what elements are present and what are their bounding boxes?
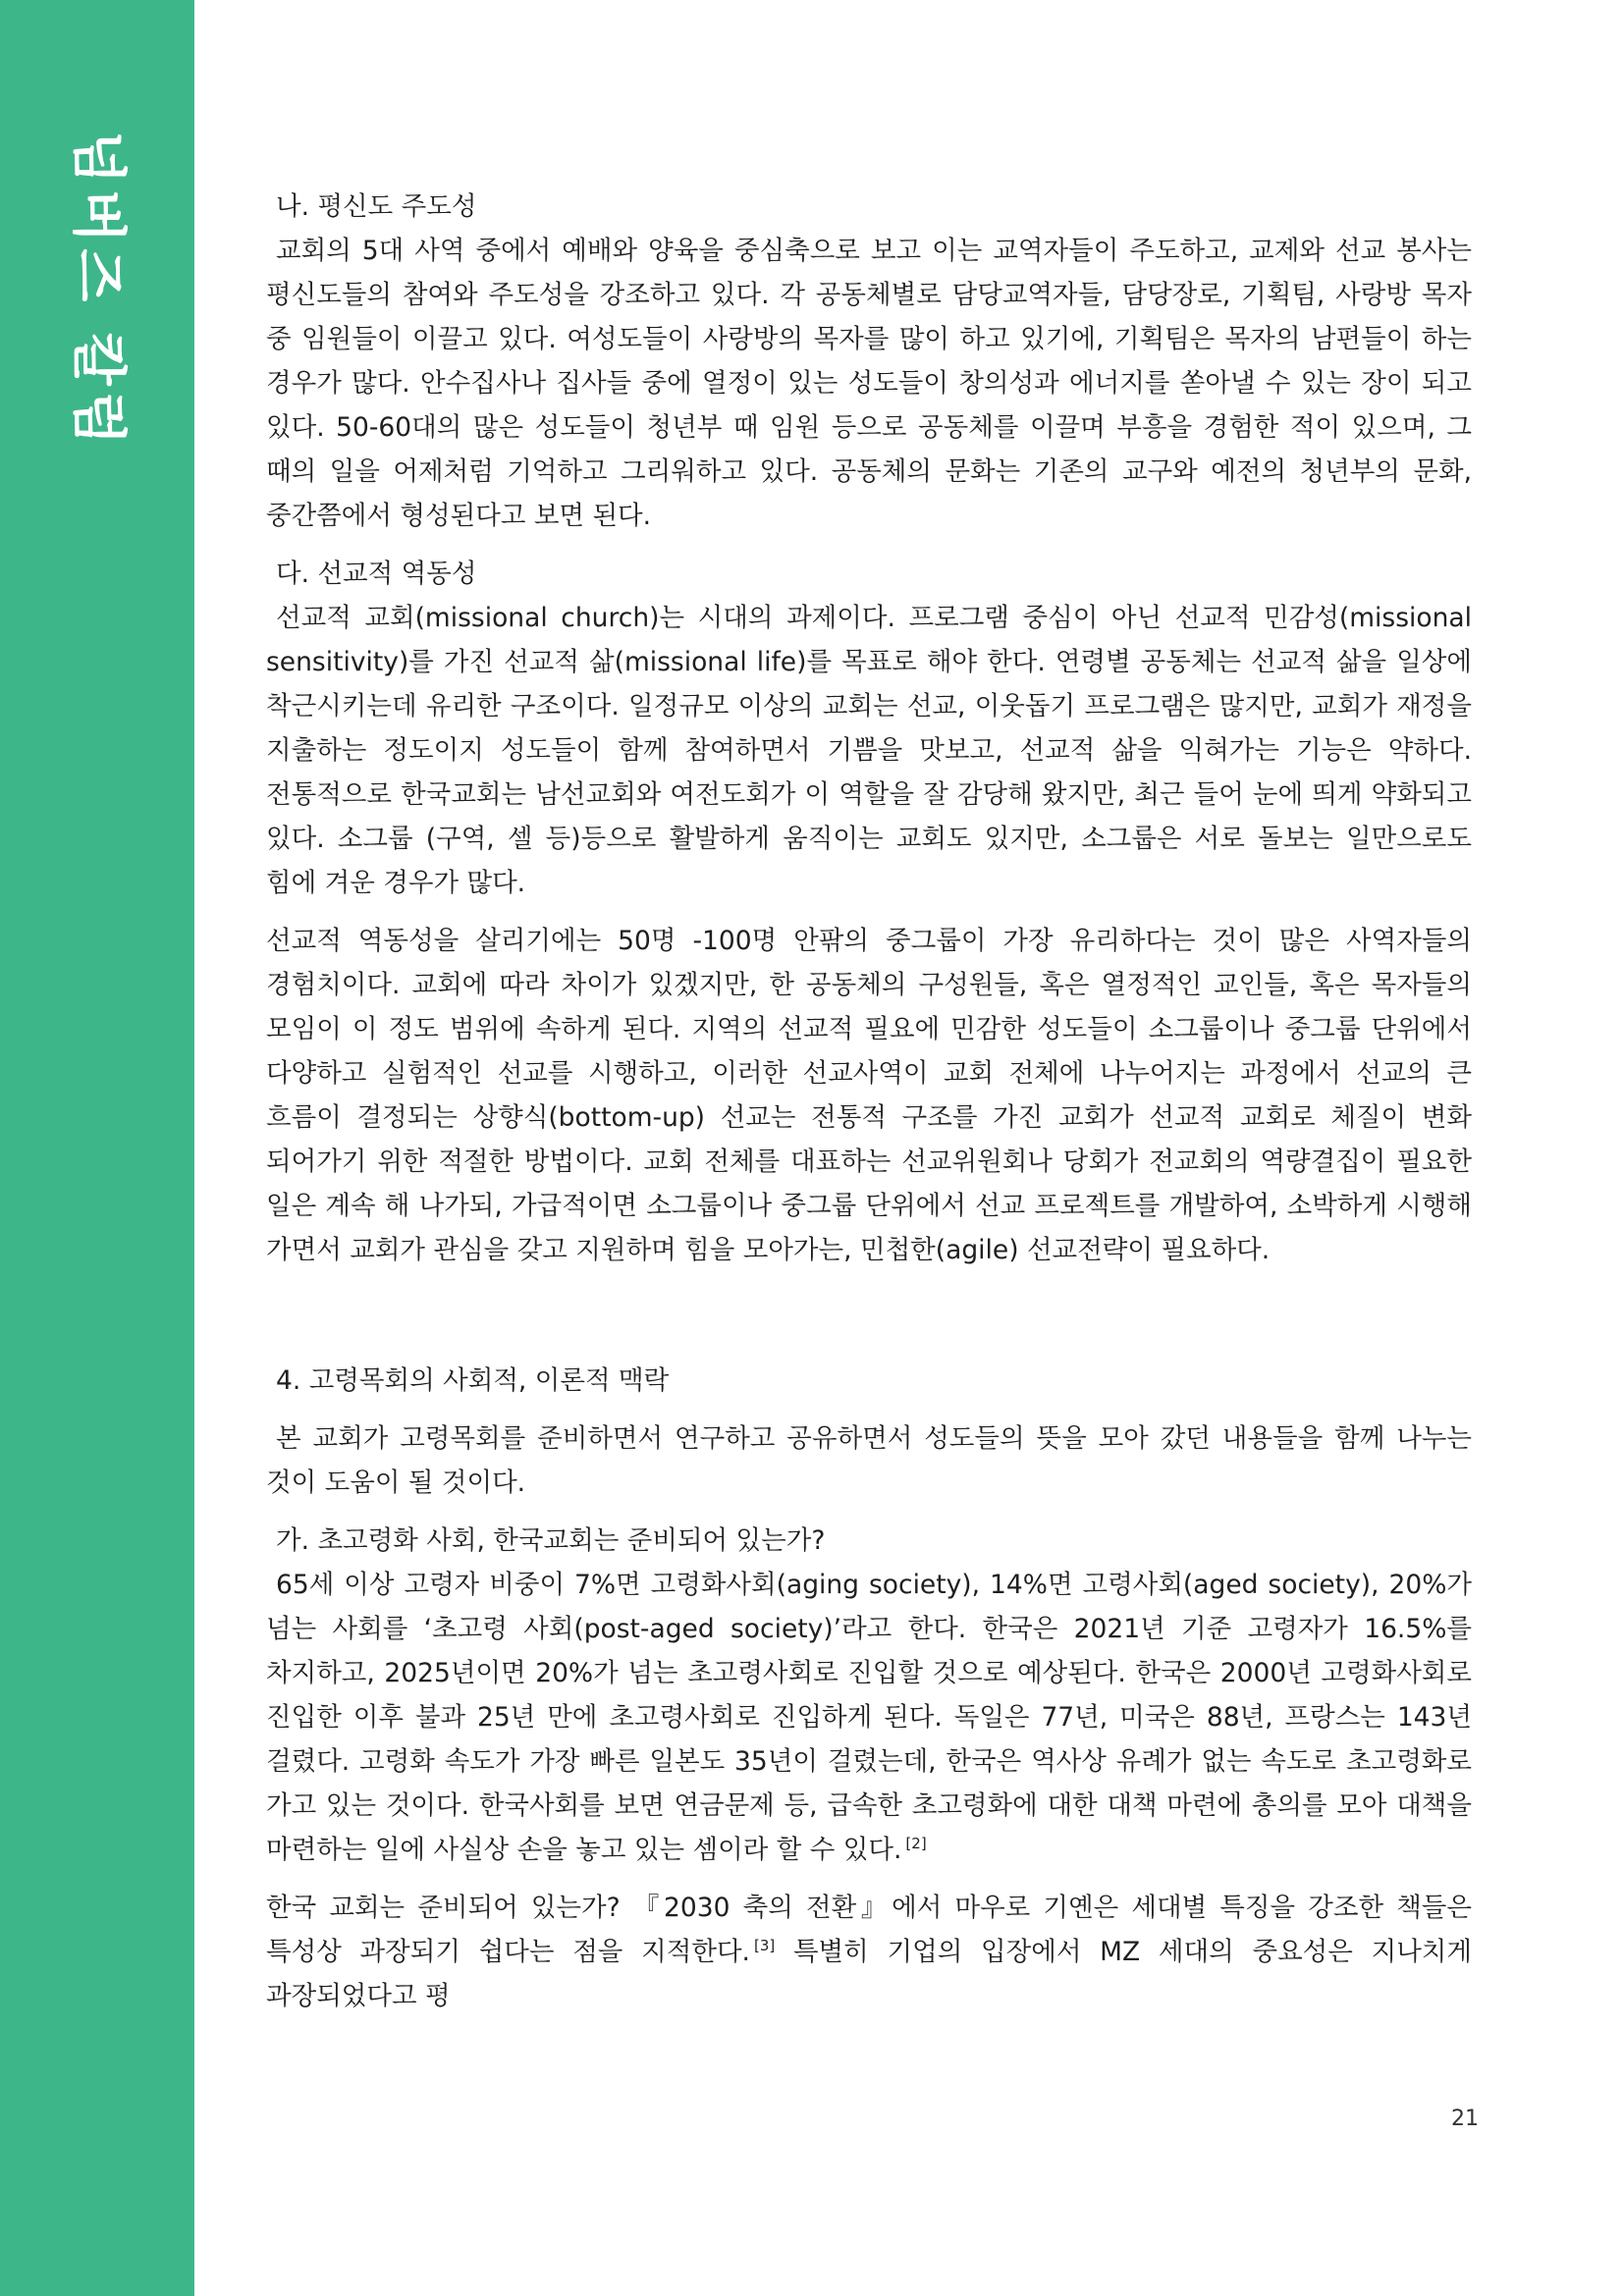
paragraph-ga-2 bbox=[266, 1886, 1472, 2018]
paragraph-ga-1-text: 65세 이상 고령자 비중이 7%면 고령화사회(aging society), 14%면 고령사회(aged society), 20%가 넘는 사회를 ‘초고령 사회(post-aged society)’라고 한다. 한국은 2021년 기준 고령자가 16.5%를 차지하고, 2025년이면 20%가 넘는 초고령사회로 진입할 것으로 예상된다. 한국은 2000년 고령화사회로 진입한 이후 불과 25년 만에 초고령사회로 진입하게 된다. 독일은 77년, 미국은 88년, 프랑스는 143년 걸렸다. 고령화 속도가 가장 빠른 일본도 35년이 걸렸는데, 한국은 역사상 유례가 없는 속도로 초고령화로 가고 있는 것이다. 한국사회를 보면 연금문제 등, 급속한 초고령화에 대한 대책 마련에 총의를 모아 대책을 마련하는 일에 사실상 손을 놓고 있는 셈이라 할 수 있다. bbox=[266, 1570, 1472, 1865]
paragraph-na: 교회의 5대 사역 중에서 예배와 양육을 중심축으로 보고 이는 교역자들이 주도하고, 교제와 선교 봉사는 평신도들의 참여와 주도성을 강조하고 있다. 각 공동체별로 담당교역자들, 담당장로, 기획팀, 사랑방 목자 중 임원들이 이끌고 있다. 여성도들이 사랑방의 목자를 많이 하고 있기에, 기획팀은 목자의 남편들이 하는 경우가 많다. 안수집사나 집사들 중에 열정이 있는 성도들이 창의성과 에너지를 쏟아낼 수 있는 장이 되고 있다. 50-60대의 많은 성도들이 청년부 때 임원 등으로 공동체를 이끌며 부흥을 경험한 적이 있으며, 그 때의 일을 어제처럼 기억하고 그리워하고 있다. 공동체의 문화는 기존의 교구와 예전의 청년부의 문화, 중간쯤에서 형성된다고 보면 된다. bbox=[266, 236, 1472, 531]
paragraph-ga-2-text-b: 특별히 기업의 입장에서 MZ 세대의 중요성은 지나치게 과장되었다고 평 bbox=[266, 1937, 1472, 2011]
heading-4: 4. 고령목회의 사회적, 이론적 맥락 bbox=[276, 1365, 670, 1396]
section-title-vertical: 넘버즈 칼럼 bbox=[66, 131, 130, 451]
heading-ga: 가. 초고령화 사회, 한국교회는 준비되어 있는가? bbox=[276, 1525, 826, 1556]
article-body bbox=[266, 185, 1472, 2018]
paragraph-ga-2-text-a: 한국 교회는 준비되어 있는가? 『2030 축의 전환』에서 마우로 기옌은 세대별 특징을 강조한 책들은 특성상 과장되기 쉽다는 점을 지적한다. bbox=[266, 1893, 1472, 1967]
heading-na: 나. 평신도 주도성 bbox=[276, 191, 477, 222]
paragraph-ga-1 bbox=[266, 1563, 1472, 1872]
side-band bbox=[0, 0, 194, 2296]
paragraph-4-intro: 본 교회가 고령목회를 준비하면서 연구하고 공유하면서 성도들의 뜻을 모아 갔던 내용들을 함께 나누는 것이 도움이 될 것이다. bbox=[266, 1423, 1472, 1498]
page-number: 21 bbox=[1451, 2107, 1479, 2131]
paragraph-da-2: 선교적 역동성을 살리기에는 50명 -100명 안팎의 중그룹이 가장 유리하다는 것이 많은 사역자들의 경험치이다. 교회에 따라 차이가 있겠지만, 한 공동체의 구성원들, 혹은 열정적인 교인들, 혹은 목자들의 모임이 이 정도 범위에 속하게 된다. 지역의 선교적 필요에 민감한 성도들이 소그룹이나 중그룹 단위에서 다양하고 실험적인 선교를 시행하고, 이러한 선교사역이 교회 전체에 나누어지는 과정에서 선교의 큰 흐름이 결정되는 상향식(bottom-up) 선교는 전통적 구조를 가진 교회가 선교적 교회로 체질이 변화 되어가기 위한 적절한 방법이다. 교회 전체를 대표하는 선교위원회나 당회가 전교회의 역량결집이 필요한 일은 계속 해 나가되, 가급적이면 소그룹이나 중그룹 단위에서 선교 프로젝트를 개발하여, 소박하게 시행해 가면서 교회가 관심을 갖고 지원하며 힘을 모아가는, 민첩한(agile) 선교전략이 필요하다. bbox=[266, 926, 1472, 1265]
heading-da: 다. 선교적 역동성 bbox=[276, 559, 477, 589]
paragraph-da-1: 선교적 교회(missional church)는 시대의 과제이다. 프로그램 중심이 아닌 선교적 민감성(missional sensitivity)를 가진 선교적 삶(missional life)를 목표로 해야 한다. 연령별 공동체는 선교적 삶을 일상에 착근시키는데 유리한 구조이다. 일정규모 이상의 교회는 선교, 이웃돕기 프로그램은 많지만, 교회가 재정을 지출하는 정도이지 성도들이 함께 참여하면서 기쁨을 맛보고, 선교적 삶을 익혀가는 기능은 약하다. 전통적으로 한국교회는 남선교회와 여전도회가 이 역할을 잘 감당해 왔지만, 최근 들어 눈에 띄게 약화되고 있다. 소그룹 (구역, 셀 등)등으로 활발하게 움직이는 교회도 있지만, 소그룹은 서로 돌보는 일만으로도 힘에 겨운 경우가 많다. bbox=[266, 603, 1472, 898]
footnote-marker-2[interactable]: [2] bbox=[905, 1835, 927, 1853]
footnote-marker-3[interactable]: [3] bbox=[753, 1937, 776, 1955]
